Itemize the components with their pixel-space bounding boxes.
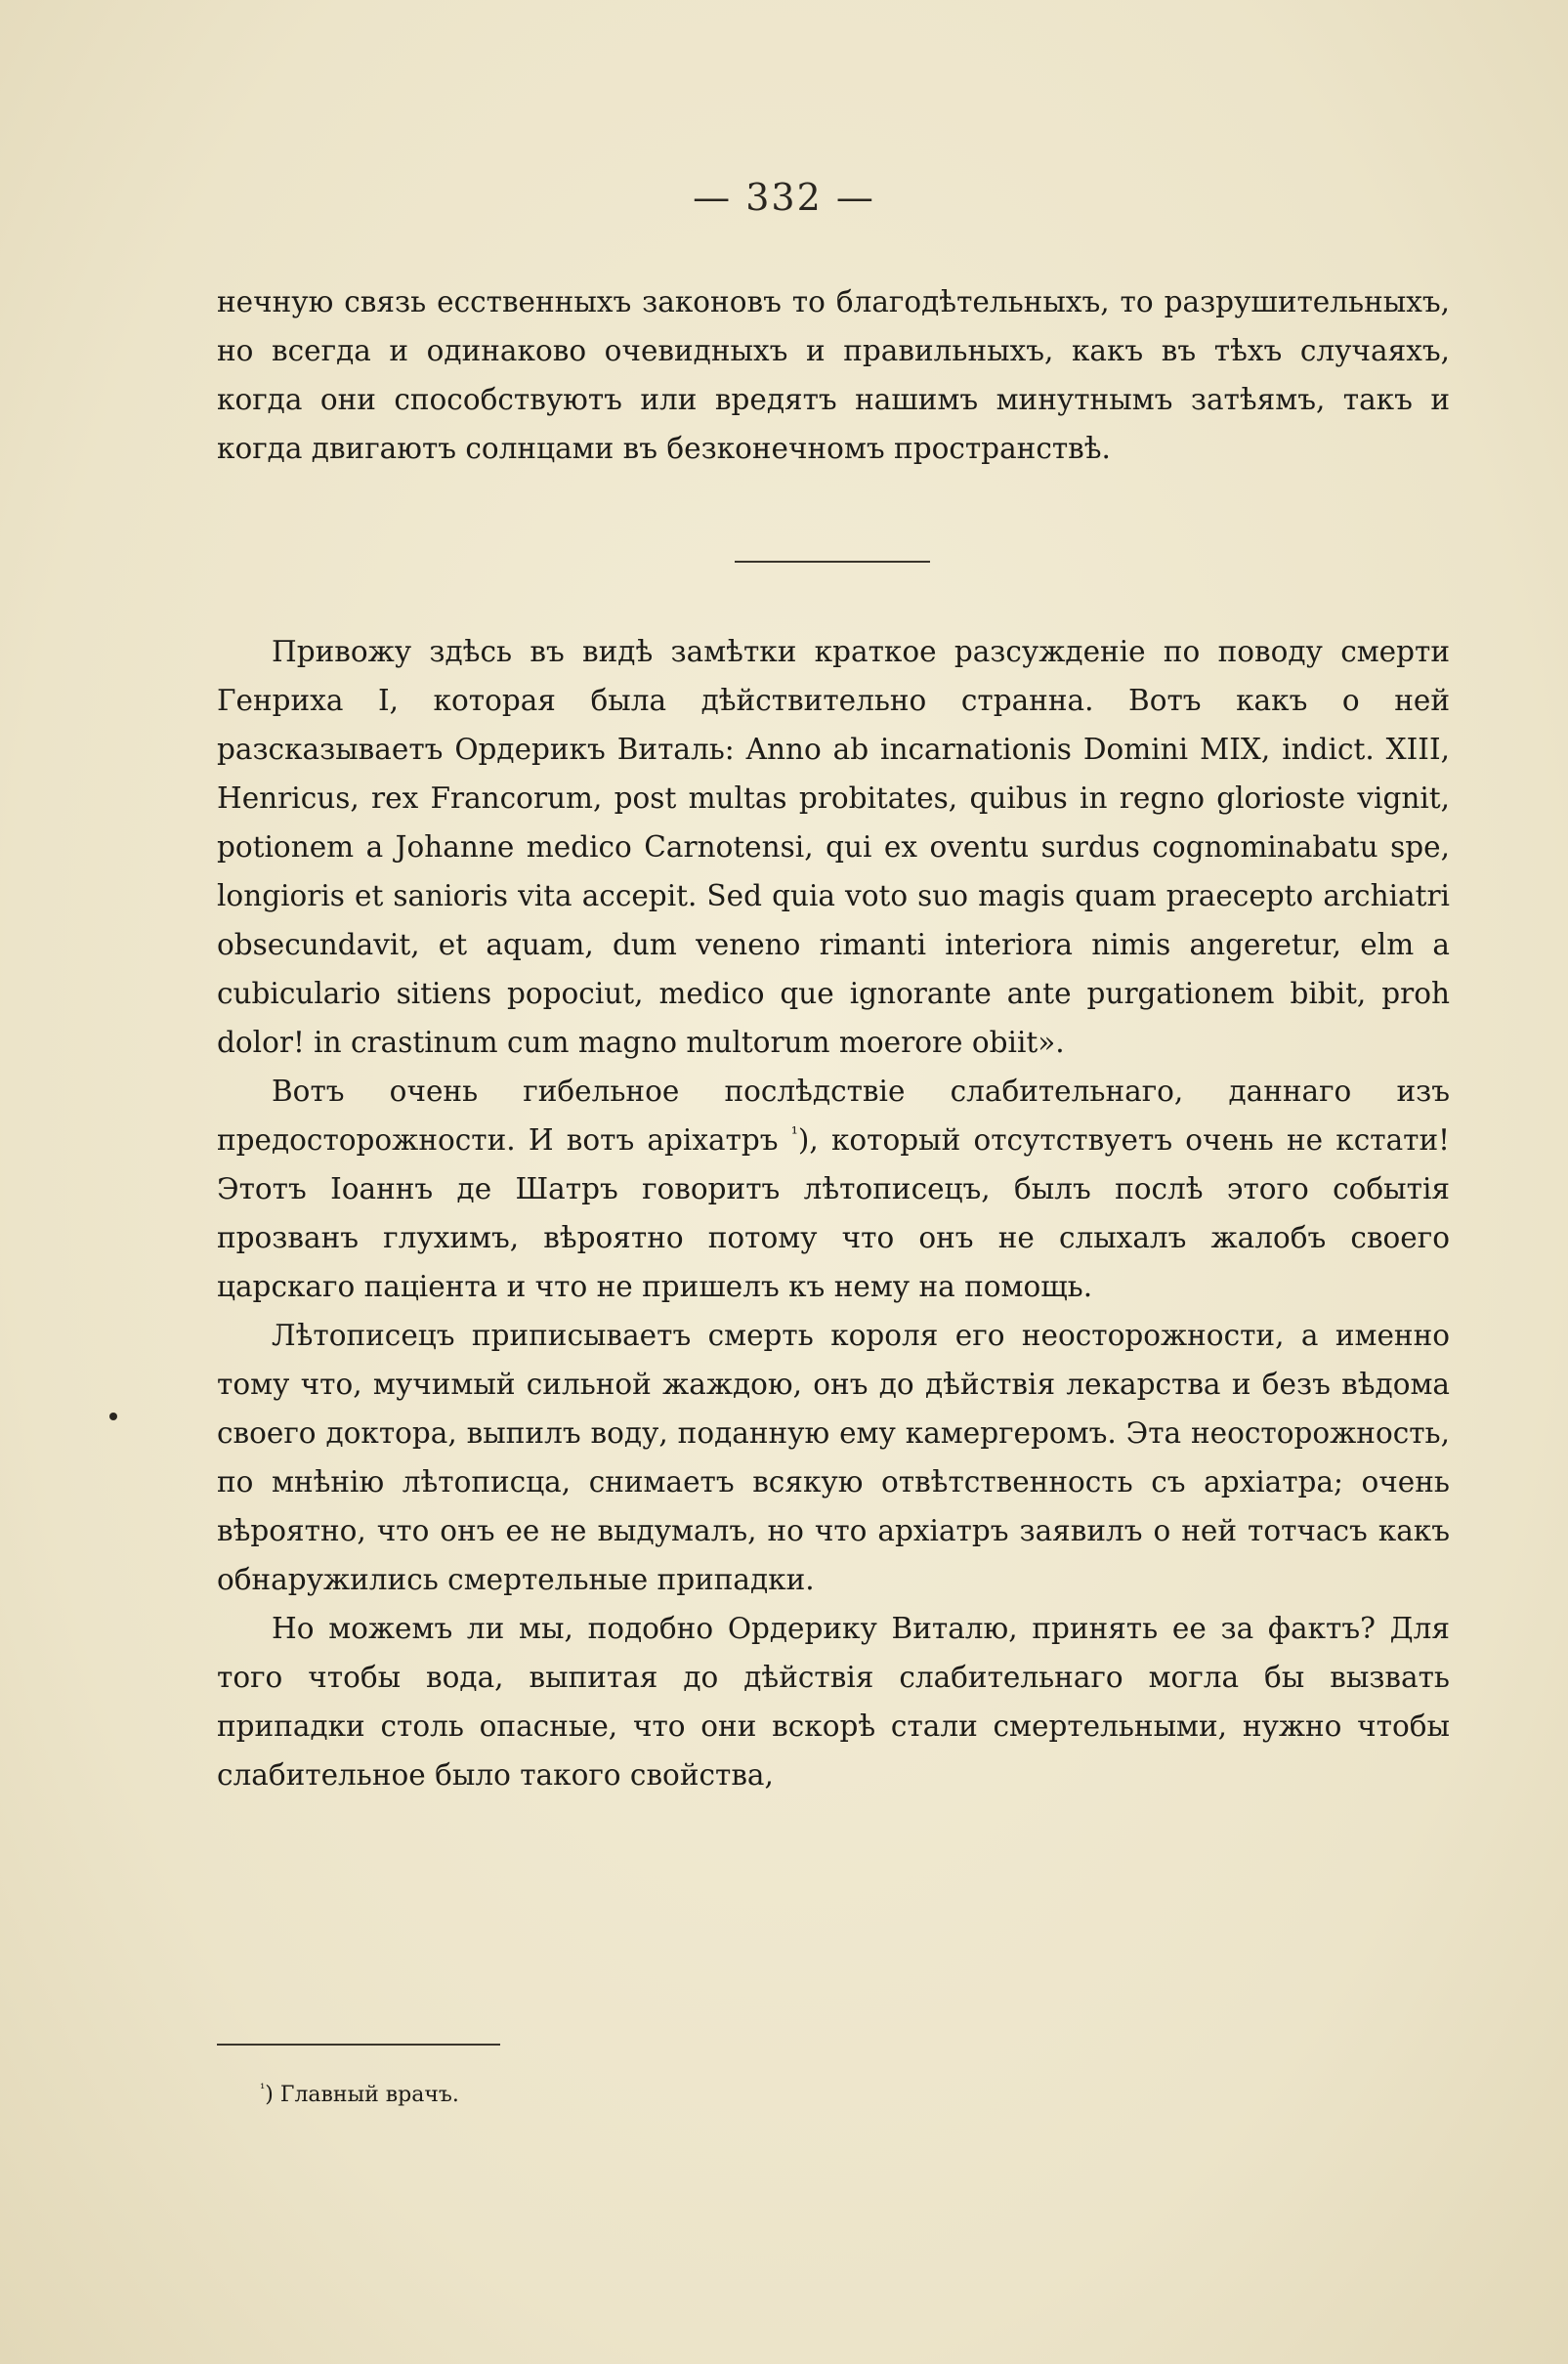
text-block-main <box>217 627 1450 1799</box>
footnote-divider <box>217 2044 500 2046</box>
footnote <box>260 2079 1139 2112</box>
section-divider <box>735 561 930 563</box>
paragraph-consequence <box>217 1067 1450 1311</box>
paragraph-chronicler: Лѣтописецъ приписываетъ смерть короля его неосторожности, а именно тому что, мучимый сильной жаждою, онъ до дѣйствія лекарства и безъ вѣдома своего доктора, выпилъ воду, поданную ему камергеромъ. Эта неосторожность, по мнѣнію лѣтописца, снимаетъ всякую отвѣтственность съ архіатра; очень вѣроятно, что онъ ее не выдумалъ, но что архіатръ заявилъ о ней тотчасъ какъ обнаружились смертельные припадки. <box>217 1319 1450 1596</box>
footnote-reference: ¹ <box>790 1124 798 1145</box>
footnote-mark: ¹ <box>260 2082 266 2097</box>
footnote-text: ) Главный врачъ. <box>265 2083 459 2107</box>
margin-ink-mark <box>109 1413 117 1420</box>
paragraph-continuation: нечную связь есственныхъ законовъ то благодѣтельныхъ, то разрушительныхъ, но всегда и одинаково очевидныхъ и правильныхъ, какъ въ тѣхъ случаяхъ, когда они способствуютъ или вредятъ нашимъ минутнымъ затѣямъ, такъ и когда двигаютъ солнцами въ безконечномъ пространствѣ. <box>217 285 1450 465</box>
paragraph-text-before-note: Вотъ очень гибельное послѣдствіе слабительнаго, даннаго изъ предосторожности. И вотъ аріхатръ <box>217 1075 1450 1157</box>
text-block-top <box>217 277 1450 473</box>
paragraph-question: Но можемъ ли мы, подобно Ордерику Виталю, принять ее за фактъ? Для того чтобы вода, выпитая до дѣйствія слабительнаго могла бы вызвать припадки столь опасные, что они вскорѣ стали смертельными, нужно чтобы слабительное было такого свойства, <box>217 1612 1450 1792</box>
page-number: — 332 — <box>693 176 875 219</box>
paragraph-henry-death: Привожу здѣсь въ видѣ замѣтки краткое разсужденіе по поводу смерти Генриха I, которая была дѣйствительно странна. Вотъ какъ о ней разсказываетъ Ордерикъ Виталь: Anno ab incarnationis Domini MIX, indict. XIII, Henricus, rex Francorum, post multas probitates, quibus in regno glorioste vignit, potionem a Johanne medico Carnotensi, qui ex oventu surdus cognominabatu spe, longioris et sanioris vita accepit. Sed quia voto suo magis quam praecepto archiatri obsecundavit, et aquam, dum veneno rimanti interiora nimis angeretur, elm a cubiculario sitiens popociut, medico que ignorante ante purgationem bibit, proh dolor! in crastinum cum magno multorum moerore obiit». <box>217 635 1450 1059</box>
paragraph-text-after-note: ), который отсутствуетъ очень не кстати! Этотъ Іоаннъ де Шатръ говоритъ лѣтописецъ, былъ послѣ этого событія прозванъ глухимъ, вѣроятно потому что онъ не слыхалъ жалобъ своего царскаго паціента и что не пришелъ къ нему на помощь. <box>217 1123 1450 1303</box>
